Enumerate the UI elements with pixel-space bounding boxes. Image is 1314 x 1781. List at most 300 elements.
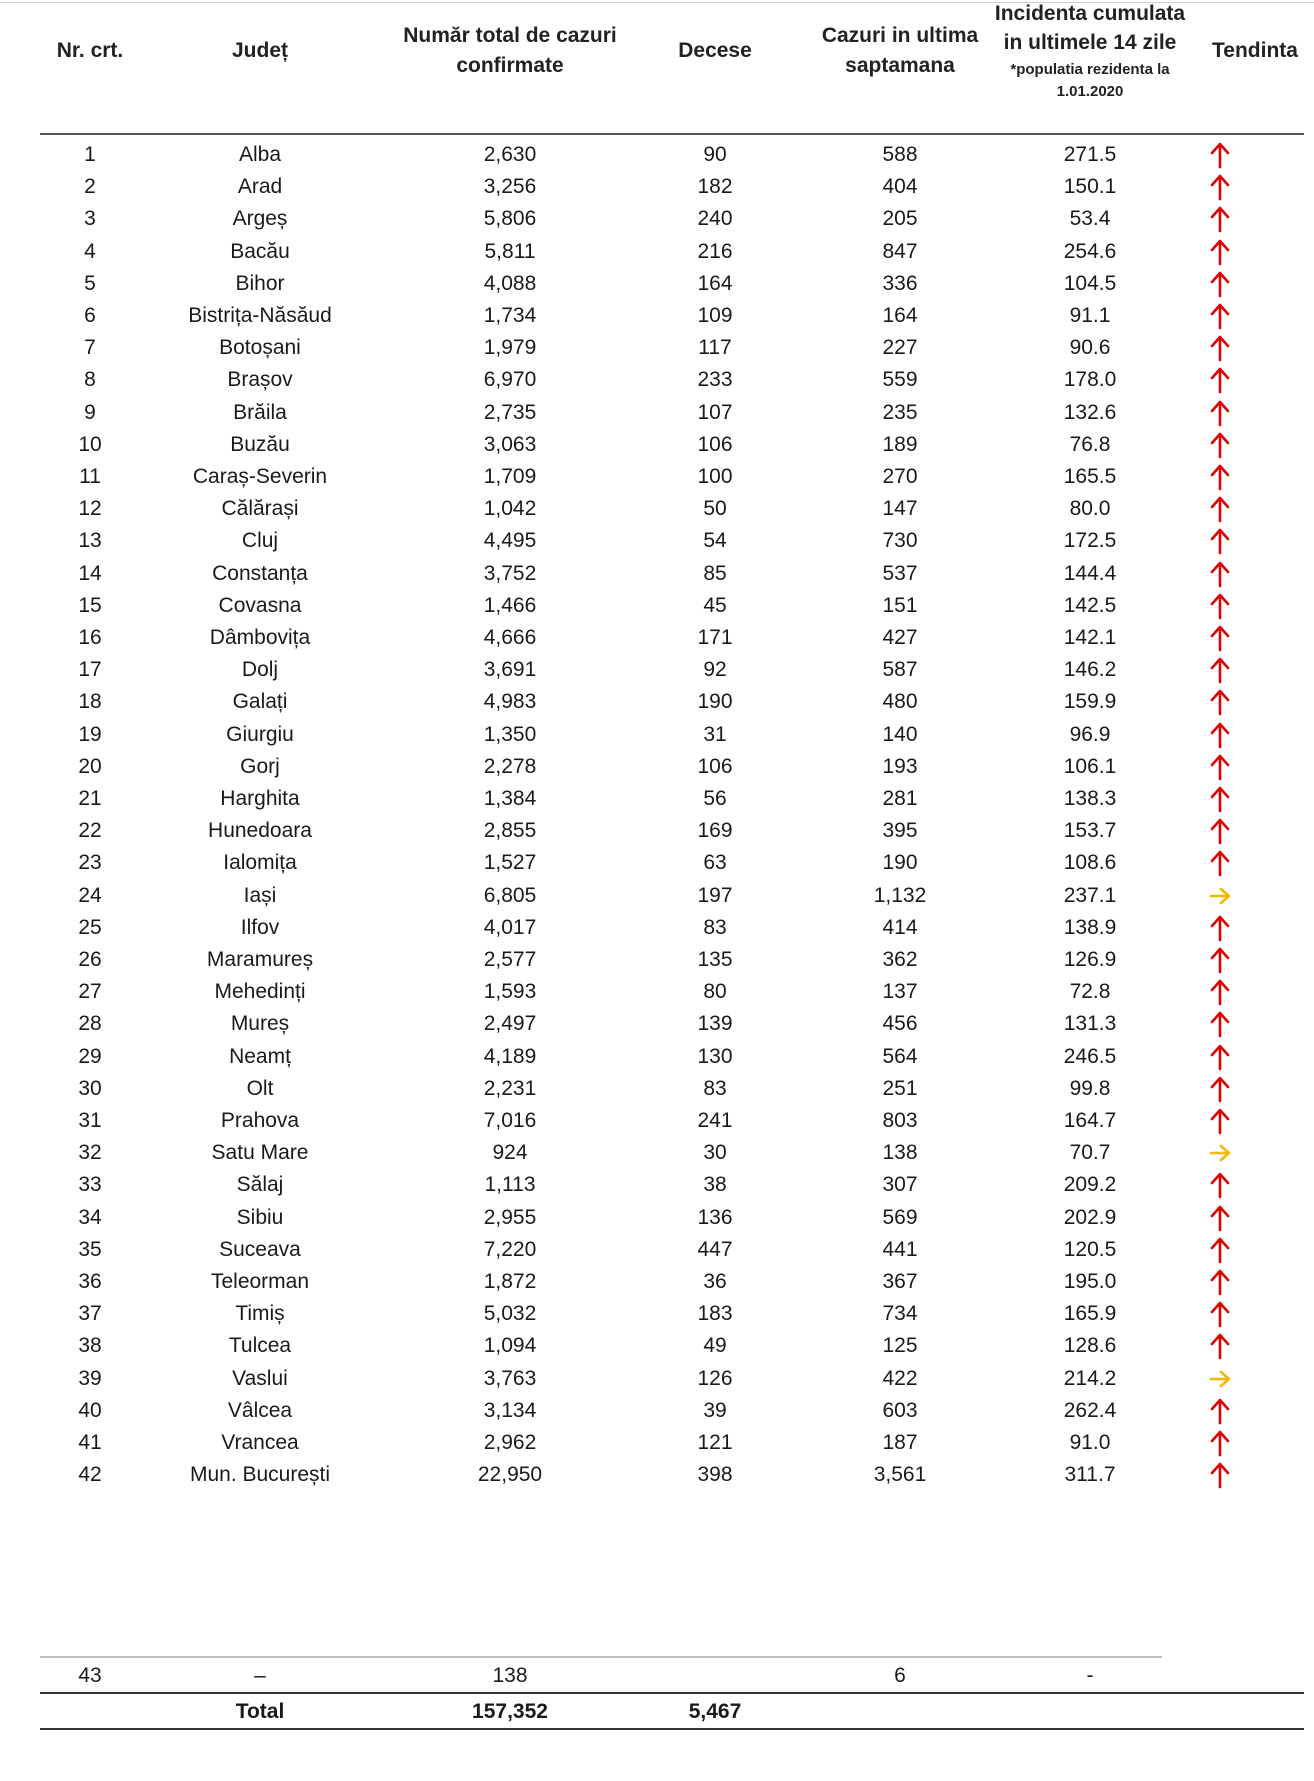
cell-incidence: 150.1	[1063, 175, 1117, 199]
table-row	[40, 1457, 1304, 1493]
cell-nr: 26	[78, 948, 102, 971]
cell-trend	[1200, 1103, 1240, 1139]
cell-decese: 39	[703, 1398, 727, 1422]
cell-judet: Brăila	[233, 400, 287, 424]
table-row	[40, 684, 1304, 720]
arrow-up-icon	[1208, 1009, 1232, 1039]
arrow-up-icon	[1208, 1428, 1232, 1458]
cell-total: 1,709	[483, 465, 537, 488]
cell-nr: 16	[78, 626, 102, 649]
cell-trend	[1200, 523, 1240, 559]
cell-total: 4,017	[483, 915, 537, 939]
arrow-up-icon	[1208, 172, 1232, 202]
table-row	[40, 942, 1304, 978]
table-row	[40, 137, 1304, 173]
cell-week: 336	[882, 271, 918, 295]
cell-week: 730	[882, 529, 918, 553]
header-week-line1: Cazuri in ultima	[821, 24, 979, 47]
total-cases: 157,352	[472, 1700, 548, 1723]
cell-trend	[1200, 1361, 1240, 1397]
cell-decese: 50	[703, 497, 727, 521]
cell-trend	[1200, 395, 1240, 431]
cell-nr: 17	[78, 658, 102, 682]
table-row	[40, 556, 1304, 592]
cell-decese: 49	[703, 1334, 727, 1358]
cell-week: 281	[882, 787, 918, 810]
cell-decese: 106	[697, 432, 733, 456]
header-trend: Tendinta	[1212, 39, 1298, 62]
cell-week: 1,132	[873, 883, 927, 907]
cell-trend	[1200, 234, 1240, 270]
cell-total: 1,466	[483, 593, 537, 617]
cell-incidence: 144.4	[1063, 561, 1117, 585]
cell-nr: 34	[78, 1205, 102, 1229]
cell-nr: 40	[78, 1398, 102, 1422]
cell-incidence: 104.5	[1063, 271, 1117, 295]
cell-total: 2,630	[483, 143, 537, 166]
cell-decese: 38	[703, 1173, 727, 1197]
cell-judet: Gorj	[240, 754, 280, 778]
cell-week: 6	[894, 1664, 906, 1687]
cell-nr: 2	[84, 175, 96, 199]
cell-total: 1,979	[483, 336, 537, 360]
arrow-up-icon	[1208, 1331, 1232, 1361]
cell-nr: 37	[78, 1302, 102, 1326]
table-row	[40, 588, 1304, 624]
cell-judet: Teleorman	[210, 1270, 310, 1293]
cell-nr: 11	[79, 465, 101, 488]
cell-total: 1,527	[483, 851, 537, 875]
cell-decese: 83	[703, 1076, 727, 1100]
arrow-up-icon	[1208, 204, 1232, 234]
cell-incidence: 53.4	[1069, 207, 1111, 231]
arrow-up-icon	[1208, 140, 1232, 170]
table-row	[40, 266, 1304, 302]
cell-nr: 29	[78, 1044, 102, 1068]
cell-incidence: 126.9	[1063, 948, 1117, 971]
cell-total: 3,763	[483, 1366, 537, 1390]
cell-week: 427	[882, 626, 918, 649]
table-row	[40, 298, 1304, 334]
header-decese: Decese	[678, 39, 752, 62]
arrow-up-icon	[1208, 687, 1232, 717]
cell-total: 22,950	[477, 1463, 543, 1487]
cell-trend	[1200, 910, 1240, 946]
header-incidence-note-line1: *populatia rezidenta la	[1010, 61, 1170, 78]
cell-judet: Buzău	[230, 432, 290, 456]
cell-decese: 31	[703, 722, 727, 746]
arrow-up-icon	[1208, 1170, 1232, 1200]
cell-judet: Mehedinți	[214, 980, 306, 1004]
cell-decese: 216	[697, 239, 733, 263]
cell-week: 456	[882, 1012, 918, 1036]
cell-decese: 398	[697, 1463, 733, 1487]
cell-judet: Bacău	[230, 239, 290, 263]
arrow-up-icon	[1208, 1396, 1232, 1426]
cell-total: 1,872	[483, 1270, 537, 1293]
cell-decese: 85	[703, 561, 727, 585]
cell-incidence: 106.1	[1063, 754, 1117, 778]
cell-incidence: 153.7	[1063, 819, 1117, 843]
cell-incidence: 271.5	[1063, 143, 1117, 166]
cell-judet: Tulcea	[228, 1334, 292, 1358]
cell-decese: 109	[697, 304, 733, 327]
cell-judet: Cluj	[241, 529, 279, 553]
cell-nr: 9	[84, 400, 96, 424]
table-row	[40, 878, 1304, 914]
header-incidence-note-line2: 1.01.2020	[1056, 83, 1124, 100]
cell-total: 3,134	[483, 1398, 537, 1422]
cell-total: 4,189	[483, 1044, 537, 1068]
cell-week: 189	[882, 432, 918, 456]
cell-trend	[1200, 362, 1240, 398]
cell-total: 4,088	[483, 271, 537, 295]
cell-week: 147	[882, 497, 918, 521]
cell-decese: 106	[697, 754, 733, 778]
cell-judet: Vâlcea	[227, 1398, 293, 1422]
cell-nr: 39	[78, 1366, 102, 1390]
cell-trend	[1200, 878, 1240, 914]
cell-trend	[1200, 1232, 1240, 1268]
table-row	[40, 234, 1304, 270]
cell-judet: Călărași	[221, 497, 299, 521]
cell-decese: 126	[697, 1366, 733, 1390]
cell-incidence: 70.7	[1069, 1141, 1111, 1165]
cell-judet: Iași	[243, 883, 277, 907]
arrow-up-icon	[1208, 301, 1232, 331]
cell-week: 537	[882, 561, 918, 585]
cell-decese	[640, 1658, 790, 1694]
arrow-up-icon	[1208, 720, 1232, 750]
cell-incidence: 146.2	[1063, 658, 1117, 682]
cell-decese: 136	[697, 1205, 733, 1229]
cell-nr: 35	[78, 1237, 102, 1261]
cell-total: 3,691	[483, 658, 537, 682]
cell-nr: 21	[78, 787, 102, 810]
cell-trend	[1200, 620, 1240, 656]
cell-nr: 8	[84, 368, 96, 392]
cell-trend	[1200, 717, 1240, 753]
cell-nr: 3	[84, 207, 96, 231]
cell-week: 140	[882, 722, 918, 746]
arrow-up-icon	[1208, 559, 1232, 589]
cell-nr: 41	[78, 1431, 102, 1454]
cell-nr: 10	[78, 432, 102, 456]
cell-decese: 30	[703, 1141, 727, 1165]
arrow-up-icon	[1208, 1299, 1232, 1329]
cell-total: 138	[492, 1664, 528, 1687]
cell-nr: 4	[84, 239, 96, 263]
total-divider-bottom	[40, 1728, 1304, 1730]
cell-week: 190	[882, 851, 918, 875]
cell-incidence: -	[1086, 1664, 1094, 1687]
cell-week: 137	[882, 980, 918, 1004]
cell-incidence: 91.0	[1069, 1431, 1111, 1454]
cell-trend	[1200, 1167, 1240, 1203]
cell-incidence: 91.1	[1069, 304, 1111, 327]
cell-incidence: 72.8	[1069, 980, 1111, 1004]
cell-judet: Harghita	[220, 787, 300, 810]
cell-incidence: 165.9	[1063, 1302, 1117, 1326]
arrow-right-icon	[1208, 881, 1232, 911]
cell-week: 734	[882, 1302, 918, 1326]
arrow-up-icon	[1208, 1235, 1232, 1265]
cell-decese: 240	[697, 207, 733, 231]
cell-total: 3,256	[483, 175, 537, 199]
cell-week: 395	[882, 819, 918, 843]
cell-judet: Constanța	[212, 561, 308, 585]
cell-incidence: 138.3	[1063, 787, 1117, 810]
cell-nr: 24	[78, 883, 102, 907]
cell-trend	[1200, 1328, 1240, 1364]
cell-week: 307	[882, 1173, 918, 1197]
arrow-up-icon	[1208, 526, 1232, 556]
table-row	[40, 1071, 1304, 1107]
cell-week: 441	[882, 1237, 918, 1261]
cell-decese: 100	[697, 465, 733, 488]
cell-trend	[1200, 1200, 1240, 1236]
cell-week: 151	[882, 593, 918, 617]
cell-total: 3,752	[483, 561, 537, 585]
cell-nr: 42	[78, 1463, 102, 1487]
cell-nr: 20	[78, 754, 102, 778]
arrow-up-icon	[1208, 269, 1232, 299]
table-row	[40, 974, 1304, 1010]
cell-trend	[1200, 1296, 1240, 1332]
cell-nr: 22	[78, 819, 102, 843]
cell-week: 164	[882, 304, 918, 327]
cell-nr: 13	[78, 529, 102, 553]
cell-trend	[1200, 684, 1240, 720]
cell-total: 1,113	[484, 1173, 536, 1197]
cell-judet: Satu Mare	[211, 1141, 309, 1165]
cell-week: 125	[882, 1334, 918, 1358]
cell-decese: 139	[697, 1012, 733, 1036]
cell-judet: Vrancea	[221, 1431, 299, 1454]
cell-decese: 45	[703, 593, 727, 617]
cell-nr: 38	[78, 1334, 102, 1358]
cell-judet: Olt	[246, 1076, 274, 1100]
header-week-line2: saptamana	[845, 54, 955, 77]
cell-incidence: 165.5	[1063, 465, 1117, 488]
cell-nr: 28	[78, 1012, 102, 1036]
table-row	[40, 1039, 1304, 1075]
cell-nr: 6	[84, 304, 96, 327]
cell-week: 564	[882, 1044, 918, 1068]
cell-decese: 130	[697, 1044, 733, 1068]
cell-week: 3,561	[873, 1463, 927, 1487]
cell-total: 1,042	[483, 497, 537, 521]
cell-incidence: 138.9	[1063, 915, 1117, 939]
cell-week: 559	[882, 368, 918, 392]
cell-judet: Sălaj	[236, 1173, 284, 1197]
cell-judet: Bistrița-Năsăud	[188, 304, 332, 327]
cell-judet: Mureș	[230, 1012, 290, 1036]
cell-week: 404	[882, 175, 918, 199]
cell-week: 414	[882, 915, 918, 939]
arrow-up-icon	[1208, 1074, 1232, 1104]
table-row	[40, 652, 1304, 688]
cell-decese: 169	[697, 819, 733, 843]
cell-trend	[1200, 201, 1240, 237]
cell-total: 1,350	[483, 722, 537, 746]
cell-decese: 197	[697, 883, 733, 907]
cell-incidence: 262.4	[1063, 1398, 1117, 1422]
header-incidence-line2: in ultimele 14 zile	[1003, 31, 1177, 54]
cell-week: 193	[882, 754, 918, 778]
cell-judet: Sibiu	[236, 1205, 284, 1229]
arrow-up-icon	[1208, 398, 1232, 428]
cell-week: 235	[882, 400, 918, 424]
arrow-up-icon	[1208, 752, 1232, 782]
cell-incidence: 172.5	[1063, 529, 1117, 553]
cell-nr: 14	[78, 561, 102, 585]
cell-decese: 182	[697, 175, 733, 199]
cell-decese: 164	[697, 271, 733, 295]
cell-judet: Covasna	[218, 593, 302, 617]
cell-total: 5,032	[483, 1302, 537, 1326]
arrow-up-icon	[1208, 430, 1232, 460]
arrow-up-icon	[1208, 848, 1232, 878]
cell-judet: Brașov	[227, 368, 293, 392]
cell-total: 4,495	[483, 529, 537, 553]
cell-nr: 23	[78, 851, 102, 875]
table-row	[40, 1328, 1304, 1364]
cell-week: 569	[882, 1205, 918, 1229]
cell-trend	[1200, 1457, 1240, 1493]
table-row	[40, 169, 1304, 205]
cell-decese: 80	[703, 980, 727, 1004]
cell-decese: 107	[697, 400, 733, 424]
cell-total: 924	[492, 1141, 528, 1165]
table-row	[40, 459, 1304, 495]
cell-judet: Suceava	[219, 1237, 301, 1261]
cell-week: 587	[882, 658, 918, 682]
cell-week: 588	[882, 143, 918, 166]
arrow-up-icon	[1208, 365, 1232, 395]
header-incidence-line1: Incidenta cumulata	[994, 2, 1186, 25]
cell-incidence: 246.5	[1063, 1044, 1117, 1068]
cell-incidence: 254.6	[1063, 239, 1117, 263]
cell-week: 138	[882, 1141, 918, 1165]
arrow-up-icon	[1208, 462, 1232, 492]
table-row	[40, 1135, 1304, 1171]
cell-incidence: 120.5	[1063, 1237, 1117, 1261]
cell-judet: Botoșani	[219, 336, 301, 360]
cell-trend	[1200, 942, 1240, 978]
arrow-up-icon	[1208, 1042, 1232, 1072]
arrow-up-icon	[1208, 237, 1232, 267]
table-row	[40, 1200, 1304, 1236]
cell-trend	[1200, 427, 1240, 463]
cell-total: 6,805	[483, 883, 537, 907]
table-row-unassigned	[40, 1658, 1304, 1694]
cell-trend	[1200, 1071, 1240, 1107]
cell-incidence: 237.1	[1063, 883, 1117, 907]
table-row	[40, 620, 1304, 656]
cell-decese: 190	[697, 690, 733, 714]
cell-total: 2,955	[483, 1205, 537, 1229]
header-total-line1: Număr total de cazuri	[403, 24, 617, 47]
cell-total: 2,231	[483, 1076, 537, 1100]
table-row	[40, 749, 1304, 785]
cell-decese: 121	[697, 1431, 733, 1454]
cell-nr: 33	[78, 1173, 102, 1197]
cell-nr: 7	[84, 336, 96, 360]
cell-incidence: 178.0	[1063, 368, 1117, 392]
cell-trend	[1200, 1264, 1240, 1300]
cell-incidence: 202.9	[1063, 1205, 1117, 1229]
arrow-up-icon	[1208, 1106, 1232, 1136]
cell-judet: Bihor	[235, 271, 285, 295]
cell-week: 362	[882, 948, 918, 971]
arrow-up-icon	[1208, 1203, 1232, 1233]
cell-week: 480	[882, 690, 918, 714]
cell-total: 2,577	[483, 948, 537, 971]
cell-trend	[1200, 137, 1240, 173]
cell-nr: 27	[78, 980, 102, 1004]
table-row	[40, 1296, 1304, 1332]
arrow-right-icon	[1208, 1138, 1232, 1168]
cell-week: 603	[882, 1398, 918, 1422]
table-row	[40, 523, 1304, 559]
cell-trend	[1200, 169, 1240, 205]
header-divider	[40, 133, 1304, 135]
cell-judet: Argeș	[232, 207, 288, 231]
cell-decese: 56	[703, 787, 727, 810]
table-row	[40, 1103, 1304, 1139]
cell-week: 205	[882, 207, 918, 231]
cell-decese: 90	[703, 143, 727, 166]
arrow-up-icon	[1208, 655, 1232, 685]
cell-total: 2,278	[483, 754, 537, 778]
total-label: Total	[235, 1700, 285, 1723]
cell-trend	[1200, 491, 1240, 527]
arrow-right-icon	[1208, 1364, 1232, 1394]
table-row	[40, 910, 1304, 946]
cell-judet: Dolj	[241, 658, 279, 682]
cell-week: 847	[882, 239, 918, 263]
cell-nr: 5	[84, 271, 96, 295]
cell-incidence: 209.2	[1063, 1173, 1117, 1197]
cell-decese: 36	[703, 1270, 727, 1293]
cell-trend	[1200, 1006, 1240, 1042]
arrow-up-icon	[1208, 494, 1232, 524]
cell-judet: Timiș	[235, 1302, 285, 1326]
cell-trend	[1200, 588, 1240, 624]
cell-trend	[1200, 1039, 1240, 1075]
cell-total: 4,983	[483, 690, 537, 714]
cell-judet: Alba	[238, 143, 282, 166]
arrow-up-icon	[1208, 913, 1232, 943]
cell-incidence: 96.9	[1069, 722, 1111, 746]
cell-judet: Neamț	[229, 1044, 291, 1068]
table-row	[40, 1264, 1304, 1300]
cell-decese: 183	[697, 1302, 733, 1326]
cell-judet: Dâmbovița	[209, 626, 311, 649]
cell-trend	[1200, 298, 1240, 334]
cell-week: 270	[882, 465, 918, 488]
cell-nr: 43	[78, 1664, 102, 1687]
cell-incidence: 142.1	[1063, 626, 1117, 649]
cell-week: 367	[882, 1270, 918, 1293]
cell-incidence: 80.0	[1069, 497, 1111, 521]
cell-judet: Arad	[237, 175, 283, 199]
header-judet: Județ	[231, 39, 288, 62]
cell-week: 251	[882, 1076, 918, 1100]
cell-trend	[1200, 556, 1240, 592]
arrow-up-icon	[1208, 816, 1232, 846]
